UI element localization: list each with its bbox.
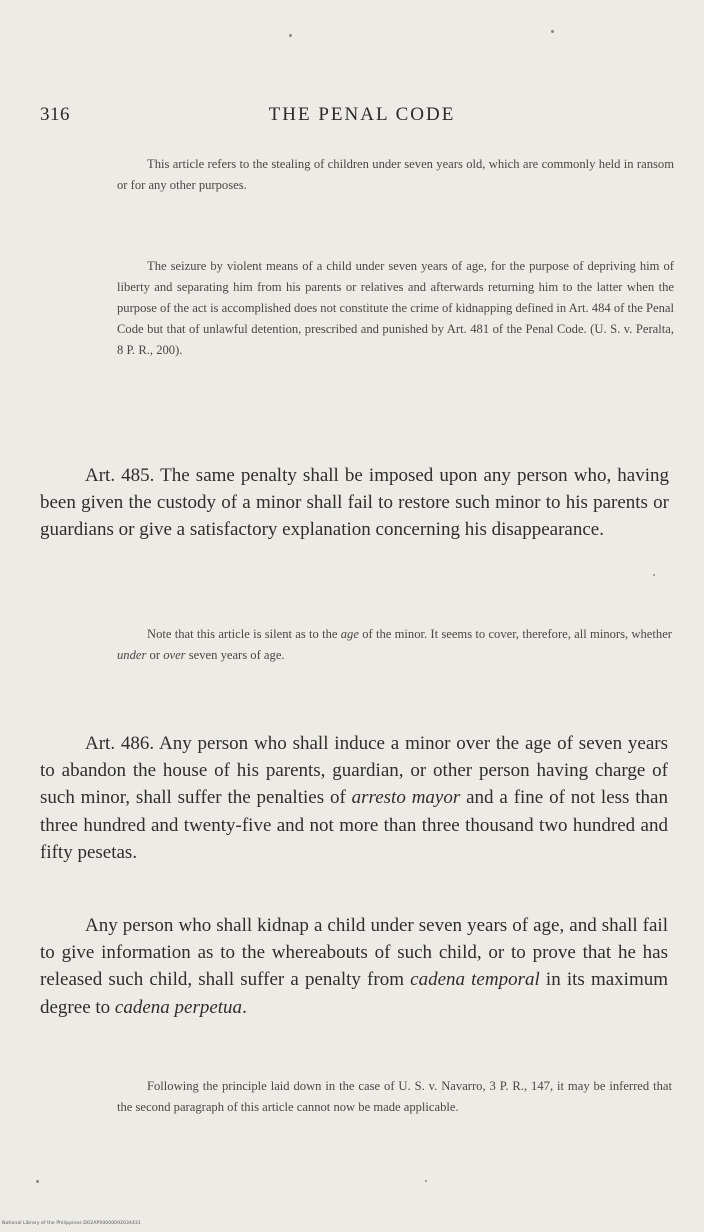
article-486-label: Art. 486. (85, 733, 155, 754)
scan-speck (36, 1180, 39, 1183)
commentary-note-4 (117, 1076, 672, 1118)
article-485-text: The same penalty shall be imposed upon any person who, having been given the custody of a minor shall fail to restore such minor to his parents or guardians or give a satisfactory explanation concerning his disappearance. (40, 465, 669, 541)
library-watermark: National Library of the Philippines DO2AP00000092034431 (2, 1221, 141, 1226)
article-486-text-b: and a fine of not less than three hundred and twenty-five and not more than three thousand two hundred and fifty pesetas. (40, 787, 668, 863)
paragraph-2-period: . (242, 996, 247, 1018)
scan-speck (551, 30, 554, 33)
paragraph-2-penalty-from: cadena temporal (410, 969, 540, 991)
note-2-text: The seizure by violent means of a child under seven years of age, for the purpose of depriving him of liberty and separating him from his parents or relatives and afterwards returning him to the latter when the purpose of the act is accomplished does not constitute the crime of kidnapping defined in Art. 484 of the Penal Code but that of unlawful detention, prescribed and punished by Art. 481 of the Penal Code. (U. S. v. Peralta, 8 P. R., 200). (117, 259, 674, 357)
article-486-penalty: arresto mayor (351, 787, 461, 809)
page-number: 316 (40, 104, 70, 125)
note-3-or: or (149, 648, 161, 662)
article-485 (40, 462, 669, 544)
note-3-text-c: seven years of age. (188, 648, 285, 662)
note-3-under-emphasis: under (117, 648, 147, 662)
commentary-note-1 (117, 154, 674, 196)
running-head: THE PENAL CODE (268, 104, 456, 125)
paragraph-2-text-a: Any person who shall kidnap a child under seven years of age, and shall fail to give information as to the whereabouts of such child, or to prove that he has released such child, shall suffer a penalty from (40, 915, 668, 991)
scan-speck (425, 1180, 427, 1182)
article-485-label: Art. 485. (85, 465, 155, 486)
note-3-over-emphasis: over (163, 648, 186, 662)
article-486-paragraph-2 (40, 912, 668, 1021)
commentary-note-2 (117, 256, 674, 361)
article-486 (40, 730, 668, 866)
article-486-text-a: Any person who shall induce a minor over the age of seven years to abandon the house of his parents, guardian, or other person having charge of such minor, shall suffer the penalties of (40, 733, 668, 809)
note-3-age-emphasis: age (340, 627, 359, 641)
scan-speck (289, 34, 292, 37)
scan-speck (653, 574, 655, 576)
note-1-text: This article refers to the stealing of children under seven years old, which are commonly held in ransom or for any other purposes. (117, 157, 674, 192)
commentary-note-3 (117, 624, 672, 666)
page-header (40, 104, 664, 134)
paragraph-2-text-b: in its maximum degree to (40, 969, 668, 1018)
note-3-text-b: of the minor. It seems to cover, therefore, all minors, whether (362, 627, 672, 641)
note-3-text-a: Note that this article is silent as to the (147, 627, 338, 641)
note-4-text: Following the principle laid down in the case of U. S. v. Navarro, 3 P. R., 147, it may be inferred that the second paragraph of this article cannot now be made applicable. (117, 1079, 672, 1114)
paragraph-2-penalty-to: cadena perpetua (114, 996, 243, 1018)
